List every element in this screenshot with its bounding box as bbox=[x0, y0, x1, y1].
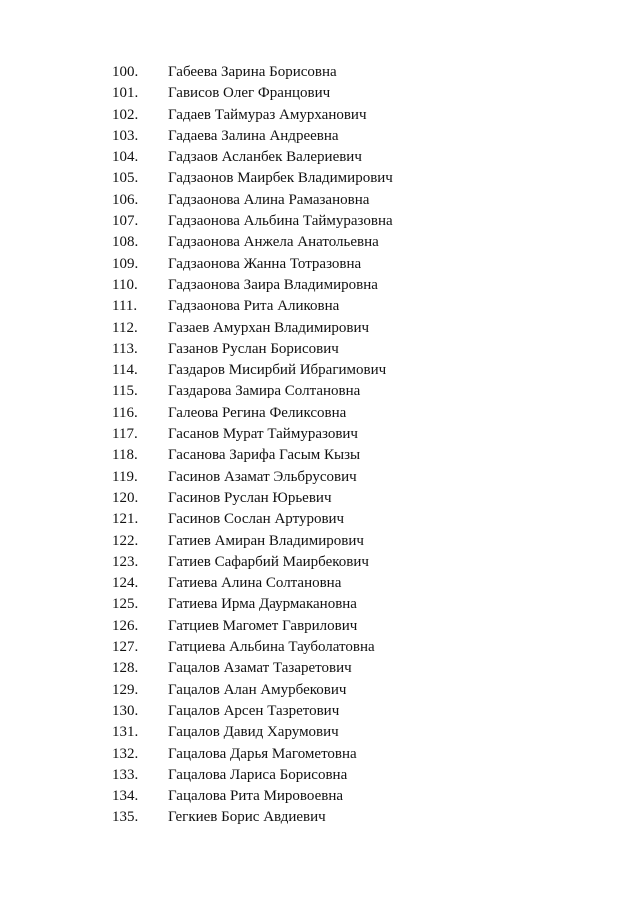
list-item bbox=[0, 339, 640, 360]
person-name: Гадзаонова Алина Рамазановна bbox=[168, 191, 370, 208]
person-name: Газдарова Замира Солтановна bbox=[168, 383, 361, 400]
person-name: Гадзаов Асланбек Валериевич bbox=[168, 149, 362, 166]
person-name: Гацалова Рита Мировоевна bbox=[168, 788, 344, 805]
item-number: 129. bbox=[112, 681, 139, 698]
list-item bbox=[0, 445, 640, 466]
item-number: 126. bbox=[112, 617, 139, 634]
list-item bbox=[0, 232, 640, 253]
list-item bbox=[0, 616, 640, 637]
person-name: Гацалова Дарья Магометовна bbox=[168, 745, 357, 762]
item-number: 121. bbox=[112, 511, 139, 528]
list-item bbox=[0, 360, 640, 381]
person-name: Гадзаонова Заира Владимировна bbox=[168, 276, 378, 293]
list-item bbox=[0, 467, 640, 488]
person-name: Гадзаонова Рита Аликовна bbox=[168, 298, 340, 315]
person-name: Гатиева Алина Солтановна bbox=[168, 575, 342, 592]
list-item bbox=[0, 744, 640, 765]
person-name: Гасанова Зарифа Гасым Кызы bbox=[168, 447, 361, 464]
item-number: 132. bbox=[112, 745, 139, 762]
item-number: 108. bbox=[112, 234, 139, 251]
person-name: Габеева Зарина Борисовна bbox=[168, 64, 337, 80]
item-number: 130. bbox=[112, 702, 139, 719]
list-item bbox=[0, 786, 640, 807]
person-name: Гацалов Алан Амурбекович bbox=[168, 681, 347, 698]
list-item bbox=[0, 509, 640, 530]
item-number: 110. bbox=[112, 276, 138, 293]
list-item bbox=[0, 275, 640, 296]
item-number: 133. bbox=[112, 766, 139, 783]
person-name: Гацалова Лариса Борисовна bbox=[168, 766, 348, 783]
person-name: Гадзаонова Анжела Анатольевна bbox=[168, 234, 379, 251]
item-number: 135. bbox=[112, 809, 139, 826]
list-item bbox=[0, 147, 640, 168]
list-item bbox=[0, 722, 640, 743]
list-item bbox=[0, 807, 640, 828]
person-name: Гасинов Сослан Артурович bbox=[168, 511, 345, 528]
person-name: Газанов Руслан Борисович bbox=[168, 340, 339, 357]
person-name: Гасинов Азамат Эльбрусович bbox=[168, 468, 357, 485]
item-number: 125. bbox=[112, 596, 139, 613]
item-number: 104. bbox=[112, 149, 139, 166]
item-number: 107. bbox=[112, 213, 139, 230]
list-item bbox=[0, 637, 640, 658]
item-number: 115. bbox=[112, 383, 138, 400]
person-name: Гадаев Таймураз Амурханович bbox=[168, 106, 367, 123]
person-name: Гацалов Арсен Тазретович bbox=[168, 702, 340, 719]
person-name: Гацалов Азамат Тазаретович bbox=[168, 660, 352, 677]
item-number: 120. bbox=[112, 489, 139, 506]
item-number: 113. bbox=[112, 340, 138, 357]
list-item bbox=[0, 424, 640, 445]
person-name: Гависов Олег Францович bbox=[168, 85, 331, 102]
list-item bbox=[0, 701, 640, 722]
list-item bbox=[0, 168, 640, 189]
item-number: 123. bbox=[112, 553, 139, 570]
person-name: Гатциева Альбина Тауболатовна bbox=[168, 639, 375, 656]
list-item bbox=[0, 765, 640, 786]
list-item bbox=[0, 318, 640, 339]
list-item bbox=[0, 381, 640, 402]
list-item bbox=[0, 83, 640, 104]
list-item bbox=[0, 594, 640, 615]
person-name: Гацалов Давид Харумович bbox=[168, 724, 339, 741]
list-item bbox=[0, 552, 640, 573]
list-item bbox=[0, 488, 640, 509]
item-number: 124. bbox=[112, 575, 139, 592]
list-item bbox=[0, 105, 640, 126]
item-number: 127. bbox=[112, 639, 139, 656]
item-number: 100. bbox=[112, 64, 139, 80]
item-number: 118. bbox=[112, 447, 138, 464]
person-name: Гатиев Амиран Владимирович bbox=[168, 532, 364, 549]
item-number: 128. bbox=[112, 660, 139, 677]
list-item bbox=[0, 680, 640, 701]
item-number: 114. bbox=[112, 362, 138, 379]
item-number: 105. bbox=[112, 170, 139, 187]
list-item bbox=[0, 190, 640, 211]
name-list bbox=[0, 62, 640, 829]
person-name: Газдаров Мисирбий Ибрагимович bbox=[168, 362, 387, 379]
person-name: Гатиев Сафарбий Маирбекович bbox=[168, 553, 369, 570]
item-number: 109. bbox=[112, 255, 139, 272]
item-number: 131. bbox=[112, 724, 139, 741]
person-name: Галеова Регина Феликсовна bbox=[168, 404, 347, 421]
person-name: Гадзаонова Альбина Таймуразовна bbox=[168, 213, 393, 230]
list-item bbox=[0, 254, 640, 275]
person-name: Гегкиев Борис Авдиевич bbox=[168, 809, 326, 826]
person-name: Гатиева Ирма Даурмакановна bbox=[168, 596, 357, 613]
person-name: Гадзаонов Маирбек Владимирович bbox=[168, 170, 393, 187]
person-name: Гасинов Руслан Юрьевич bbox=[168, 489, 332, 506]
person-name: Гадаева Залина Андреевна bbox=[168, 127, 339, 144]
list-item bbox=[0, 126, 640, 147]
item-number: 119. bbox=[112, 468, 138, 485]
person-name: Газаев Амурхан Владимирович bbox=[168, 319, 370, 336]
item-number: 112. bbox=[112, 319, 138, 336]
item-number: 134. bbox=[112, 788, 139, 805]
item-number: 117. bbox=[112, 426, 138, 443]
item-number: 106. bbox=[112, 191, 139, 208]
list-item bbox=[0, 573, 640, 594]
item-number: 101. bbox=[112, 85, 139, 102]
list-item bbox=[0, 403, 640, 424]
item-number: 102. bbox=[112, 106, 139, 123]
list-item bbox=[0, 62, 640, 83]
list-item bbox=[0, 531, 640, 552]
list-item bbox=[0, 211, 640, 232]
item-number: 122. bbox=[112, 532, 139, 549]
person-name: Гадзаонова Жанна Тотразовна bbox=[168, 255, 362, 272]
list-item bbox=[0, 296, 640, 317]
list-item bbox=[0, 658, 640, 679]
item-number: 103. bbox=[112, 127, 139, 144]
person-name: Гатциев Магомет Гаврилович bbox=[168, 617, 358, 634]
item-number: 116. bbox=[112, 404, 138, 421]
item-number: 111. bbox=[112, 298, 138, 315]
person-name: Гасанов Мурат Таймуразович bbox=[168, 426, 358, 443]
